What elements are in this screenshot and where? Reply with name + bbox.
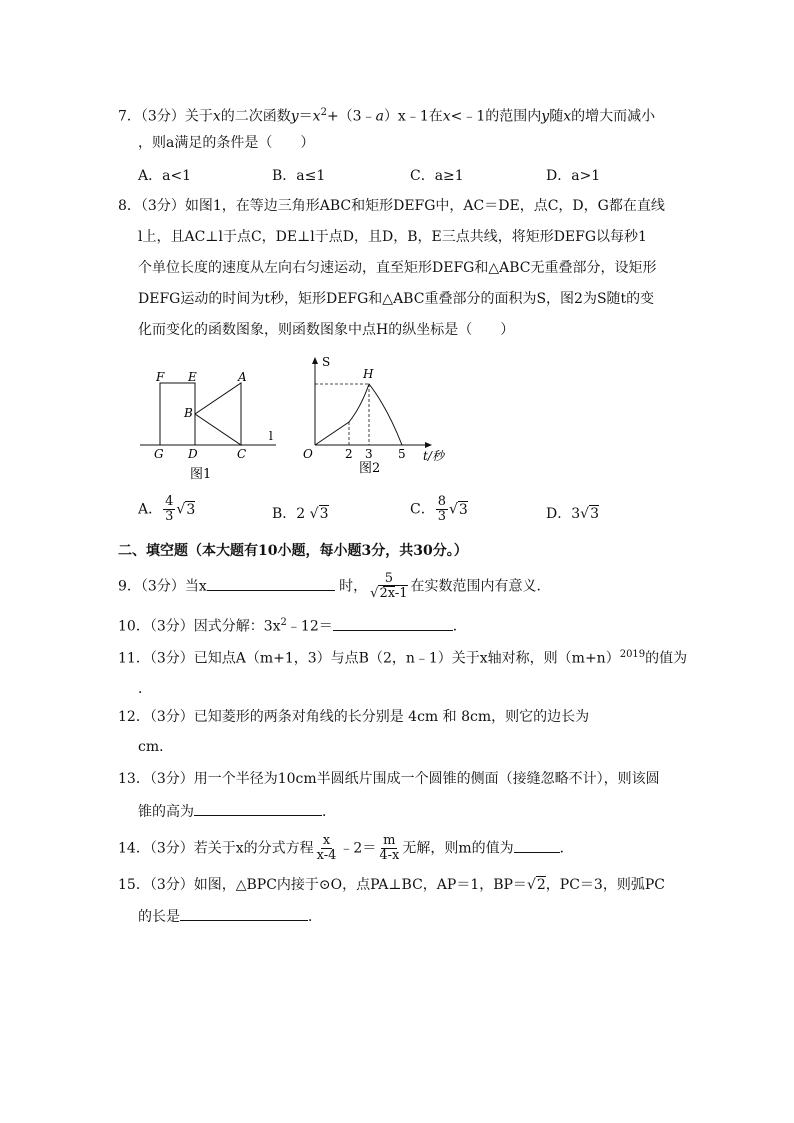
- q13-blank[interactable]: [194, 801, 322, 816]
- q7-text-b: 的二次函数: [220, 108, 291, 125]
- q12-line1: 12．（3分）已知菱形的两条对角线的长分别是 4cm 和 8cm，则它的边长为: [118, 709, 590, 725]
- q9-blank[interactable]: [207, 576, 335, 591]
- q7-text-d: ）x﹣1在: [383, 108, 443, 125]
- q7-text-a: 7．（3分）关于: [118, 108, 213, 125]
- q13-line2: 锥的高为 ．: [138, 801, 336, 821]
- fig1-label-l: l: [269, 429, 273, 443]
- q10-line: 10．（3分）因式分解：$3x^2﹣12=$ ．: [118, 617, 467, 635]
- fig2-y-arrow: [312, 357, 318, 364]
- q14-blank[interactable]: [514, 838, 560, 853]
- q7-text-c: +（3﹣: [326, 108, 376, 125]
- q15-blank[interactable]: [180, 906, 308, 921]
- q11-line2: ．: [138, 681, 152, 697]
- q8-option-d: D．3√3: [546, 506, 599, 522]
- fig1-label-d: D: [188, 447, 198, 461]
- q8-option-b: B．2 √3: [272, 506, 329, 522]
- q8-option-a: A． $\frac{4}{3}$ √3: [138, 494, 196, 524]
- q7-line1: 7．（3分）关于x的二次函数$y=x^2+(3﹣a)x﹣1$在x<﹣1的范围内y随x的增大而减小: [118, 107, 656, 125]
- fig2-caption: 图2: [359, 461, 381, 476]
- q7-option-b: B．a≤1: [272, 168, 326, 184]
- fig1-caption: 图1: [190, 467, 212, 482]
- q8-line3: 个单位长度的速度从左向右匀速运动，直至矩形DEFG和△ABC无重叠部分，设矩形: [138, 260, 657, 276]
- q8-line5: 化而变化的函数图象，则函数图象中点H的纵坐标是（ ）: [138, 322, 515, 338]
- q8-option-c: C． $\frac{8}{3}$ √3: [410, 494, 468, 524]
- fig1-label-e: E: [188, 370, 197, 384]
- fig1-label-c: C: [237, 447, 247, 461]
- q10-blank[interactable]: [333, 616, 453, 631]
- fig2-tick-5: 5: [398, 447, 406, 461]
- q7-option-a: A．a<1: [138, 168, 192, 184]
- figure-2: [295, 352, 455, 482]
- q15-line2: 的长是 ．: [138, 906, 322, 926]
- q9-line: 9．（3分）当x 时， $\frac{5}{√2x-1}$ 在实数范围内有意义．: [118, 571, 551, 601]
- fig2-curve: [315, 384, 402, 445]
- figure-1: [138, 360, 288, 490]
- fig2-label-s: S: [322, 355, 331, 369]
- q13-line1: 13．（3分）用一个半径为10cm半圆纸片围成一个圆锥的侧面（接缝忽略不计），则该圆: [118, 771, 660, 787]
- fig1-label-f: F: [156, 370, 165, 384]
- fig1-triangle-abc: [195, 383, 241, 445]
- q11-line1: 11．（3分）已知点A（m+1，3）与点B（2，n﹣1）关于x轴对称，则$(m+n)^{2019}$的值为: [118, 649, 688, 667]
- section-2-title: 二、填空题（本大题有10小题，每小题3分，共30分。）: [118, 543, 468, 559]
- fig1-label-b: B: [184, 406, 193, 420]
- q15-line1: 15．（3分）如图，△BPC内接于⊙O，点PA⊥BC，AP＝1，BP＝√2，PC＝3，则弧PC: [118, 877, 665, 893]
- q7-line2: ，则a满足的条件是（ ）: [138, 135, 315, 151]
- fig1-label-a: A: [238, 370, 247, 384]
- q8-line4: DEFG运动的时间为t秒，矩形DEFG和△ABC重叠部分的面积为S，图2为S随t的变: [138, 291, 655, 307]
- q7-text-e: <﹣1的范围内: [450, 108, 542, 125]
- fig2-tick-2: 2: [345, 447, 353, 461]
- q12-line2: cm．: [138, 739, 174, 755]
- q7-option-c: C．a≥1: [410, 168, 464, 184]
- q7-text-f: 随: [549, 108, 564, 125]
- fig2-tick-3: 3: [365, 447, 373, 461]
- q7-option-d: D．a>1: [546, 168, 601, 184]
- q8-line2: l上，且AC⊥l于点C，DE⊥l于点D，且D，B，E三点共线，将矩形DEFG以每秒1: [138, 229, 647, 245]
- fig2-label-t: t/秒: [423, 449, 444, 463]
- fig2-x-arrow: [425, 442, 432, 448]
- fig1-label-g: G: [154, 447, 164, 461]
- q8-line1: 8．（3分）如图1，在等边三角形ABC和矩形DEFG中，AC＝DE，点C，D，G都在直线: [118, 198, 665, 214]
- q14-line: 14．（3分）若关于x的分式方程 $\frac{x}{x-4}$ ﹣2＝ $\frac{m}{4-x}$ 无解，则m的值为 ．: [118, 833, 574, 863]
- fig2-label-h: H: [363, 367, 374, 381]
- fig2-label-o: O: [303, 447, 313, 461]
- q7-text-g: 的增大而减小: [571, 108, 656, 125]
